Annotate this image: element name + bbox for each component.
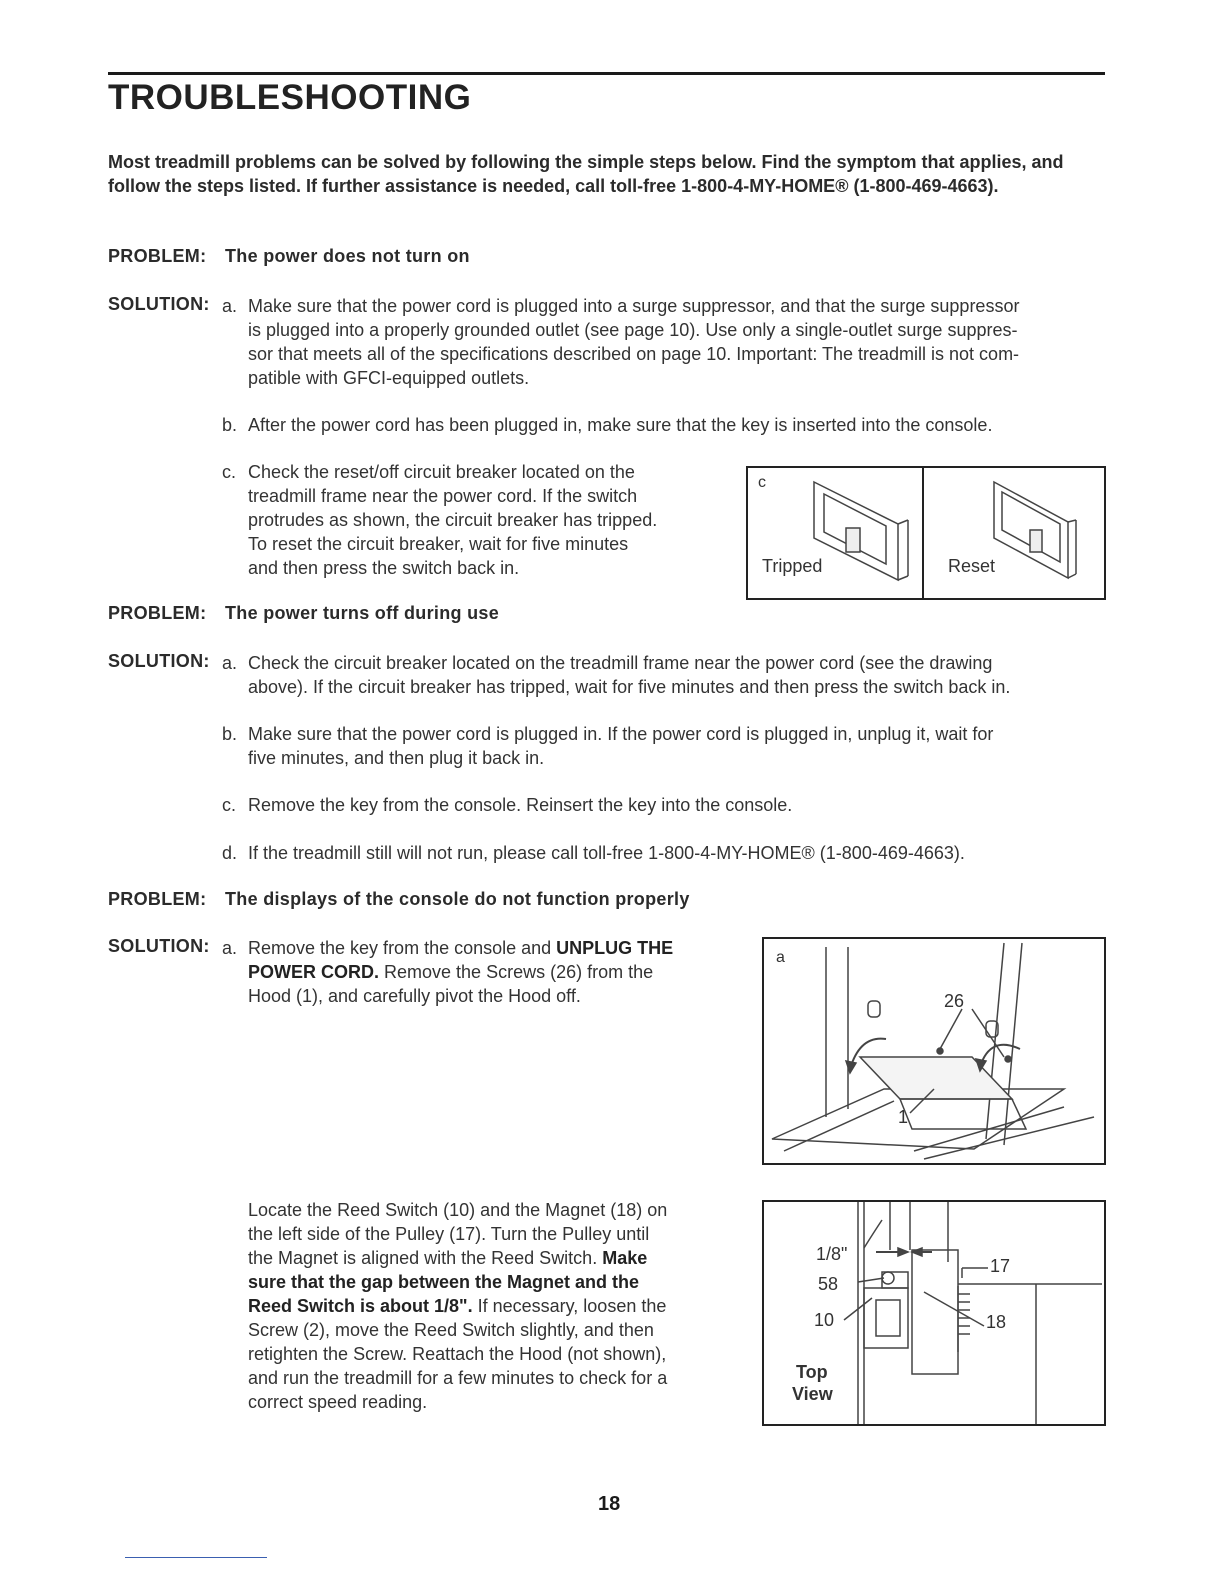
solution-2c xyxy=(222,793,1102,817)
text-line: Screw (2), move the Reed Switch slightly, and then xyxy=(248,1320,654,1340)
solution-1c xyxy=(222,460,722,580)
part-17-label: 17 xyxy=(990,1256,1011,1276)
circuit-breaker-figure xyxy=(746,466,1106,600)
solution-2b xyxy=(222,722,1102,770)
solution-3-label: SOLUTION: xyxy=(108,936,210,956)
view-label: View xyxy=(792,1384,833,1404)
reset-label: Reset xyxy=(948,556,996,576)
part-10-label: 10 xyxy=(814,1310,835,1330)
screw-26-label: 26 xyxy=(944,991,965,1011)
item-letter: c. xyxy=(222,795,237,815)
page-title: TROUBLESHOOTING xyxy=(108,78,472,117)
top-label: Top xyxy=(796,1362,828,1382)
item-letter: a. xyxy=(222,938,238,958)
emphasis-text: Make xyxy=(602,1248,648,1268)
text-line: sor that meets all of the specifications described on page 10. Important: The treadmill is not com- xyxy=(248,344,1020,364)
problem-label: PROBLEM: xyxy=(108,246,207,266)
text-line: Check the reset/off circuit breaker located on the xyxy=(248,462,635,482)
text-line: Locate the Reed Switch (10) and the Magnet (18) on xyxy=(248,1200,668,1220)
figure-letter: a xyxy=(776,949,785,966)
problem-label: PROBLEM: xyxy=(108,603,207,623)
reset-switch-icon xyxy=(994,482,1076,578)
problem-3-heading xyxy=(108,889,690,910)
item-letter: b. xyxy=(222,415,238,435)
text-line: and then press the switch back in. xyxy=(248,558,520,578)
solution-1b xyxy=(222,413,1102,437)
text-span: If necessary, loosen the xyxy=(472,1296,667,1316)
text-span: Remove the key from the console and xyxy=(248,938,557,958)
solution-1a xyxy=(222,294,1102,390)
intro-paragraph: Most treadmill problems can be solved by following the simple steps below. Find the symptom that applies, and follow the steps listed. If further assistance is needed, call toll-free 1-800-4-MY-HOME® (1-800-469-4663). xyxy=(108,152,1064,196)
title-rule xyxy=(108,72,1105,75)
circuit-breaker-drawing xyxy=(748,468,1104,598)
item-letter: c. xyxy=(222,462,237,482)
hood-removal-drawing xyxy=(764,939,1104,1163)
text-span: the Magnet is aligned with the Reed Switch. xyxy=(248,1248,603,1268)
solution-1-label: SOLUTION: xyxy=(108,294,210,314)
text-line: correct speed reading. xyxy=(248,1392,428,1412)
text-line: five minutes, and then plug it back in. xyxy=(248,748,545,768)
text-line: patible with GFCI-equipped outlets. xyxy=(248,368,530,388)
text-line: protrudes as shown, the circuit breaker has tripped. xyxy=(248,510,658,530)
text-line: and run the treadmill for a few minutes to check for a xyxy=(248,1368,668,1388)
item-letter: b. xyxy=(222,724,238,744)
part-58-label: 58 xyxy=(818,1274,839,1294)
tripped-label: Tripped xyxy=(762,556,823,576)
tripped-switch-icon xyxy=(814,482,908,580)
text-line: above). If the circuit breaker has tripped, wait for five minutes and then press the switch back in. xyxy=(248,677,1011,697)
text-line xyxy=(248,1270,667,1294)
item-letter: a. xyxy=(222,653,238,673)
text-line: Remove the key from the console. Reinsert the key into the console. xyxy=(248,795,793,815)
text-line xyxy=(248,936,673,960)
text-line: Make sure that the power cord is plugged in. If the power cord is plugged in, unplug it, wait for xyxy=(248,724,994,744)
figure-letter: c xyxy=(758,474,766,491)
problem-2-heading xyxy=(108,603,499,624)
problem-1-heading xyxy=(108,246,470,267)
emphasis-text: sure that the gap between the Magnet and the xyxy=(248,1272,640,1292)
text-line: Hood (1), and carefully pivot the Hood off. xyxy=(248,986,581,1006)
hood-1-label: 1 xyxy=(898,1107,909,1127)
emphasis-text: UNPLUG THE xyxy=(556,938,674,958)
solution-2-label: SOLUTION: xyxy=(108,651,210,671)
text-line: is plugged into a properly grounded outlet (see page 10). Use only a single-outlet surge suppres- xyxy=(248,320,1018,340)
gap-label: 1/8" xyxy=(816,1244,848,1264)
footer-line xyxy=(125,1557,267,1558)
text-line: After the power cord has been plugged in, make sure that the key is inserted into the console. xyxy=(248,415,993,435)
problem-2-title: The power turns off during use xyxy=(225,603,499,623)
text-line: If the treadmill still will not run, please call toll-free 1-800-4-MY-HOME® (1-800-469-4663). xyxy=(248,843,965,863)
solution-3a xyxy=(222,936,722,1008)
solution-2a xyxy=(222,651,1102,699)
solution-2d xyxy=(222,841,1102,865)
reed-switch-instructions xyxy=(222,1198,702,1414)
text-line xyxy=(248,1294,667,1318)
emphasis-text: POWER CORD. xyxy=(248,962,380,982)
page-number: 18 xyxy=(598,1493,621,1515)
text-line: treadmill frame near the power cord. If the switch xyxy=(248,486,638,506)
text-span: Remove the Screws (26) from the xyxy=(379,962,654,982)
text-line: Check the circuit breaker located on the treadmill frame near the power cord (see the drawing xyxy=(248,653,993,673)
text-line: retighten the Screw. Reattach the Hood (not shown), xyxy=(248,1344,667,1364)
item-letter: a. xyxy=(222,296,238,316)
hood-removal-figure xyxy=(762,937,1106,1165)
text-line: Make sure that the power cord is plugged into a surge suppressor, and that the surge suppressor xyxy=(248,296,1020,316)
problem-3-title: The displays of the console do not function properly xyxy=(225,889,690,909)
emphasis-text: Reed Switch is about 1/8". xyxy=(248,1296,473,1316)
part-18-label: 18 xyxy=(986,1312,1007,1332)
problem-label: PROBLEM: xyxy=(108,889,207,909)
item-letter: d. xyxy=(222,843,238,863)
problem-1-title: The power does not turn on xyxy=(225,246,470,266)
text-line xyxy=(248,960,673,984)
reed-switch-figure xyxy=(762,1200,1106,1426)
text-line xyxy=(248,1246,667,1270)
text-line: To reset the circuit breaker, wait for five minutes xyxy=(248,534,629,554)
text-line: the left side of the Pulley (17). Turn the Pulley until xyxy=(248,1224,650,1244)
